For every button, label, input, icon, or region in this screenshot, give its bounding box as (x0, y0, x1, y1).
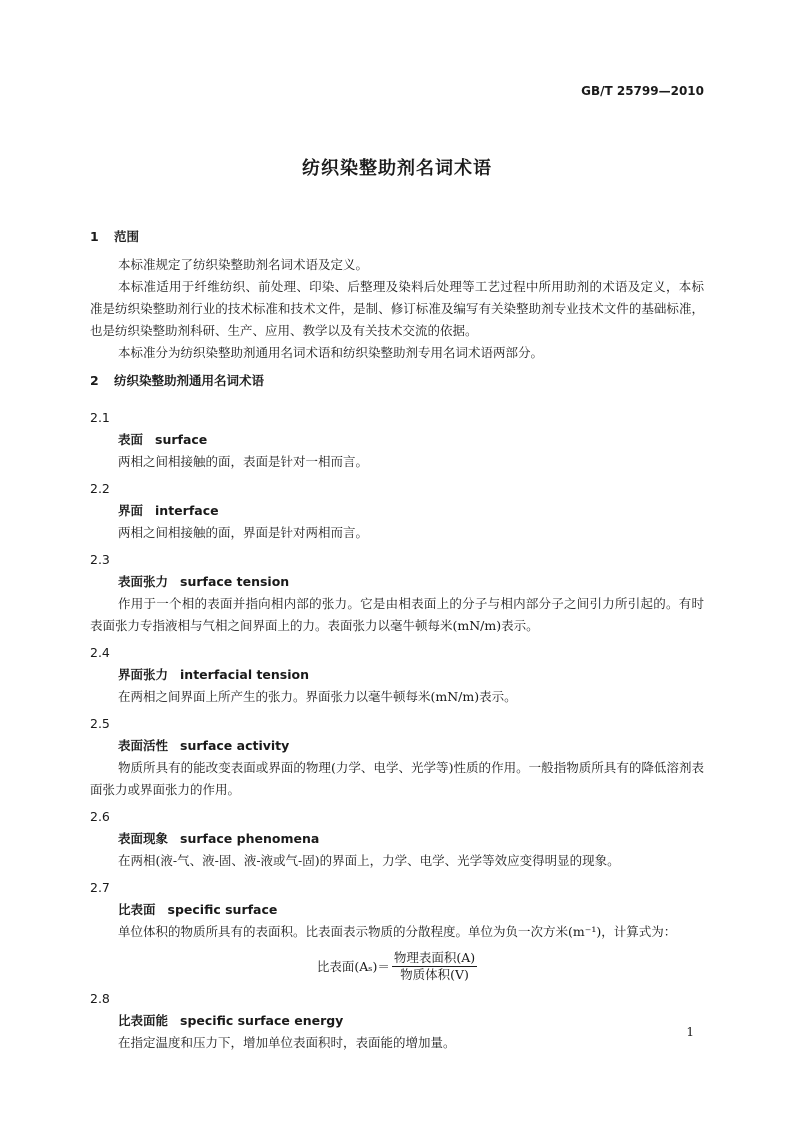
term-en: interfacial tension (180, 667, 310, 682)
term-heading (90, 571, 704, 593)
document-title: 纺织染整助剂名词术语 (302, 158, 492, 179)
formula-denominator: 物质体积(V) (400, 966, 469, 982)
term-en: interface (155, 503, 219, 518)
term-definition: 在两相(液-气、液-固、液-液或气-固)的界面上，力学、电学、光学等效应变得明显的现象。 (118, 853, 620, 868)
paragraph: 本标准分为纺织染整助剂通用名词术语和纺织染整助剂专用名词术语两部分。 (118, 345, 544, 360)
term-definition: 在指定温度和压力下，增加单位表面积时，表面能的增加量。 (118, 1035, 456, 1050)
term-cn: 表面 (118, 432, 144, 447)
section-title: 纺织染整助剂通用名词术语 (114, 373, 265, 388)
term-cn: 界面 (118, 503, 144, 518)
term-en: surface (155, 432, 208, 447)
paragraph: 本标准规定了纺织染整助剂名词术语及定义。 (118, 257, 369, 272)
formula-lhs: 比表面(Aₛ)＝ (316, 959, 390, 974)
term-en: specific surface (167, 902, 278, 917)
formula-fraction (392, 950, 477, 983)
term-definition: 作用于一个相的表面并指向相内部的张力。它是由相表面上的分子与相内部分子之间引力所引起的。有时表面张力专指液相与气相之间界面上的力。表面张力以毫牛顿每米(mN/m)表示。 (90, 596, 704, 633)
term-heading (90, 500, 704, 522)
section-1-heading (90, 226, 704, 248)
term-cn: 界面张力 (118, 667, 169, 682)
term-en: surface tension (180, 574, 290, 589)
term-definition: 两相之间相接触的面，界面是针对两相而言。 (118, 525, 369, 540)
term-heading (90, 828, 704, 850)
term-cn: 比表面能 (118, 1013, 169, 1028)
term-number: 2.5 (90, 716, 110, 731)
term-number: 2.6 (90, 809, 110, 824)
section-number: 1 (90, 229, 99, 244)
term-number: 2.3 (90, 552, 110, 567)
term-definition: 单位体积的物质所具有的表面积。比表面表示物质的分散程度。单位为负一次方米(m⁻¹)，计算式为： (118, 924, 677, 939)
standard-code: GB/T 25799—2010 (581, 84, 704, 98)
term-definition: 物质所具有的能改变表面或界面的物理(力学、电学、光学等)性质的作用。一般指物质所具有的降低溶剂表面张力或界面张力的作用。 (90, 760, 704, 797)
paragraph: 本标准适用于纤维纺织、前处理、印染、后整理及染料后处理等工艺过程中所用助剂的术语及定义，本标准是纺织染整助剂行业的技术标准和技术文件，是制、修订标准及编写有关染整助剂专业技术文件的基础标准，也是纺织染整助剂科研、生产、应用、教学以及有关技术交流的依据。 (90, 279, 704, 338)
term-number: 2.1 (90, 410, 110, 425)
term-number: 2.7 (90, 880, 110, 895)
term-number: 2.2 (90, 481, 110, 496)
term-heading (90, 899, 704, 921)
term-en: surface activity (180, 738, 290, 753)
section-2-heading (90, 370, 704, 392)
term-cn: 表面活性 (118, 738, 169, 753)
term-heading (90, 429, 704, 451)
term-heading (90, 1010, 704, 1032)
term-number: 2.4 (90, 645, 110, 660)
term-heading (90, 735, 704, 757)
term-cn: 表面张力 (118, 574, 169, 589)
section-title: 范围 (114, 229, 140, 244)
term-en: specific surface energy (180, 1013, 344, 1028)
document-body (90, 226, 704, 1054)
formula-numerator: 物理表面积(A) (393, 949, 476, 965)
term-number: 2.8 (90, 991, 110, 1006)
page-number: 1 (686, 1025, 694, 1039)
term-en: surface phenomena (180, 831, 320, 846)
section-number: 2 (90, 373, 99, 388)
specific-surface-formula (90, 949, 704, 983)
term-definition: 在两相之间界面上所产生的张力。界面张力以毫牛顿每米(mN/m)表示。 (118, 689, 517, 704)
term-heading (90, 664, 704, 686)
term-cn: 表面现象 (118, 831, 169, 846)
term-cn: 比表面 (118, 902, 156, 917)
term-definition: 两相之间相接触的面，表面是针对一相而言。 (118, 454, 369, 469)
